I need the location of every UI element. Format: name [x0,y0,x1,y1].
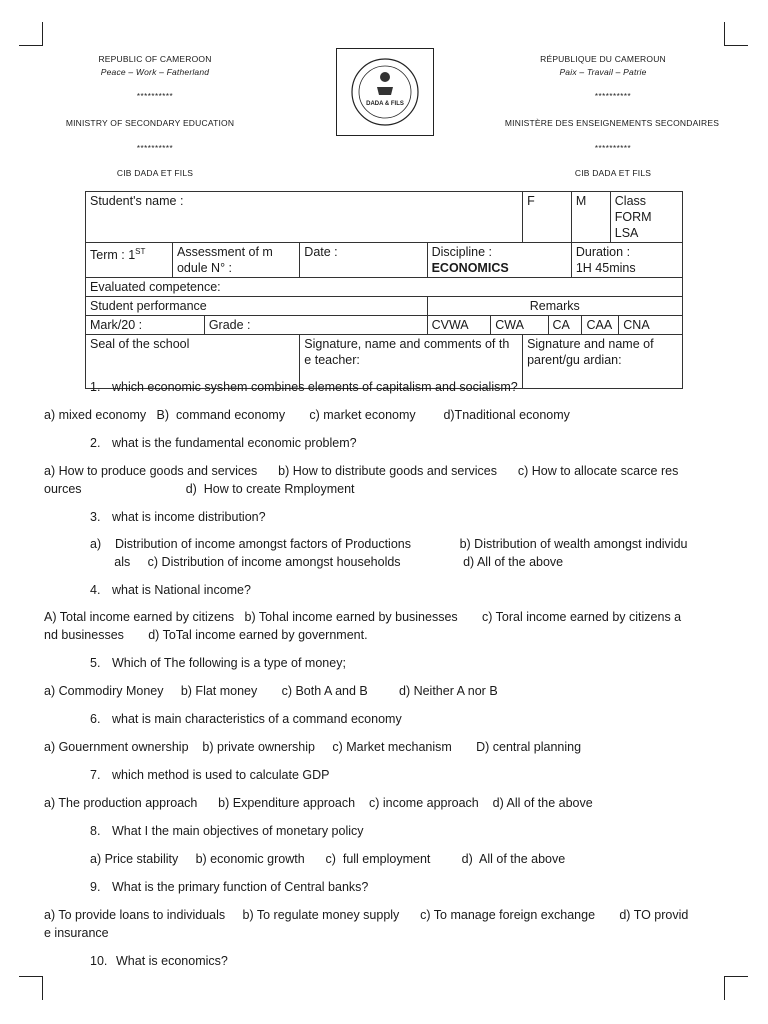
student-info-table [85,191,683,389]
left-motto: Peace – Work – Fatherland [100,67,210,77]
crop-mark-bottom-right [724,976,748,1000]
parent-signature-label: Signature and name of parent/gu ardian: [523,335,683,389]
answers-2-line-2: ources d) How to create Rmployment [44,482,355,496]
discipline-cell: Discipline : ECONOMICS [427,243,571,278]
question-4: 4. what is National income? [90,583,251,597]
question-1: 1. which economic syshem combines elements of capitalism and socialism? [90,380,518,394]
answers-8: a) Price stability b) economic growth c) full employment d) All of the above [90,852,566,866]
date-label[interactable]: Date : [300,243,427,278]
class-label: Class [614,194,647,208]
question-2: 2. what is the fundamental economic problem? [90,436,357,450]
class-cell [610,192,682,243]
answers-1: a) mixed economy B) command economy c) market economy d)Tnaditional economy [44,408,570,422]
discipline-value: ECONOMICS [431,261,509,275]
duration-cell: Duration : 1H 45mins [571,243,682,278]
grade-label[interactable]: Grade : [204,316,427,335]
right-stars: ********** [594,92,632,101]
term-cell: Term : 1ST [86,243,173,278]
right-ministry: MINISTÈRE DES ENSEIGNEMENTS SECONDAIRES [504,118,720,128]
answers-9-line-1: a) To provide loans to individuals b) To regulate money supply c) To manage foreign exchange d) TO provid [44,908,689,922]
evaluated-competence: Evaluated competence: [86,278,683,297]
answers-4-line-1: A) Total income earned by citizens b) Tohal income earned by businesses c) Toral income earned by citizens a [44,610,682,624]
answers-2-line-1: a) How to produce goods and services b) How to distribute goods and services c) How to allocate scarce res [44,464,679,478]
answers-3-line-1: a) Distribution of income amongst factors of Productions b) Distribution of wealth amongst individu [90,537,688,551]
student-performance: Student performance [86,297,428,316]
ca-label: CA [548,316,582,335]
answers-7: a) The production approach b) Expenditure approach c) income approach d) All of the above [44,796,593,810]
left-ministry: MINISTRY OF SECONDARY EDUCATION [65,118,235,128]
left-school: CIB DADA ET FILS [116,168,194,178]
right-country: RÉPUBLIQUE DU CAMEROUN [540,54,666,64]
left-stars-2: ********** [136,144,174,153]
right-motto: Paix – Travail – Patrie [559,67,647,77]
answers-6: a) Gouernment ownership b) private ownership c) Market mechanism D) central planning [44,740,582,754]
question-10: 10. What is economics? [90,954,228,968]
remarks-label: Remarks [427,297,682,316]
crop-mark-top-right [724,22,748,46]
seal-label: Seal of the school [86,335,300,389]
question-8: 8. What I the main objectives of monetary policy [90,824,364,838]
mark-label[interactable]: Mark/20 : [86,316,205,335]
school-logo [336,48,434,136]
student-name-label[interactable]: Student's name : [86,192,523,243]
question-6: 6. what is main characteristics of a command economy [90,712,402,726]
right-school: CIB DADA ET FILS [574,168,652,178]
left-stars: ********** [136,92,174,101]
answers-3-line-2: als c) Distribution of income amongst households d) All of the above [90,555,564,569]
question-3: 3. what is income distribution? [90,510,266,524]
assessment-label: Assessment of m odule N° : [172,243,299,278]
answers-5: a) Commodiry Money b) Flat money c) Both A and B d) Neither A nor B [44,684,498,698]
crop-mark-bottom-left [19,976,43,1000]
crop-mark-top-left [19,22,43,46]
left-country: REPUBLIC OF CAMEROON [98,54,212,64]
class-value: FORM LSA [614,210,652,240]
caa-label: CAA [582,316,619,335]
cna-label: CNA [619,316,683,335]
duration-value: 1H 45mins [575,261,636,275]
teacher-signature-label: Signature, name and comments of th e teacher: [300,335,523,389]
gender-f[interactable]: F [523,192,572,243]
question-7: 7. which method is used to calculate GDP [90,768,330,782]
svg-text:DADA & FILS: DADA & FILS [366,101,404,107]
cwa-label: CWA [491,316,548,335]
right-stars-2: ********** [594,144,632,153]
answers-9-line-2: e insurance [44,926,109,940]
answers-4-line-2: nd businesses d) ToTal income earned by government. [44,628,368,642]
cvwa-label: CVWA [427,316,491,335]
gender-m[interactable]: M [571,192,610,243]
question-9: 9. What is the primary function of Central banks? [90,880,369,894]
question-5: 5. Which of The following is a type of money; [90,656,346,670]
